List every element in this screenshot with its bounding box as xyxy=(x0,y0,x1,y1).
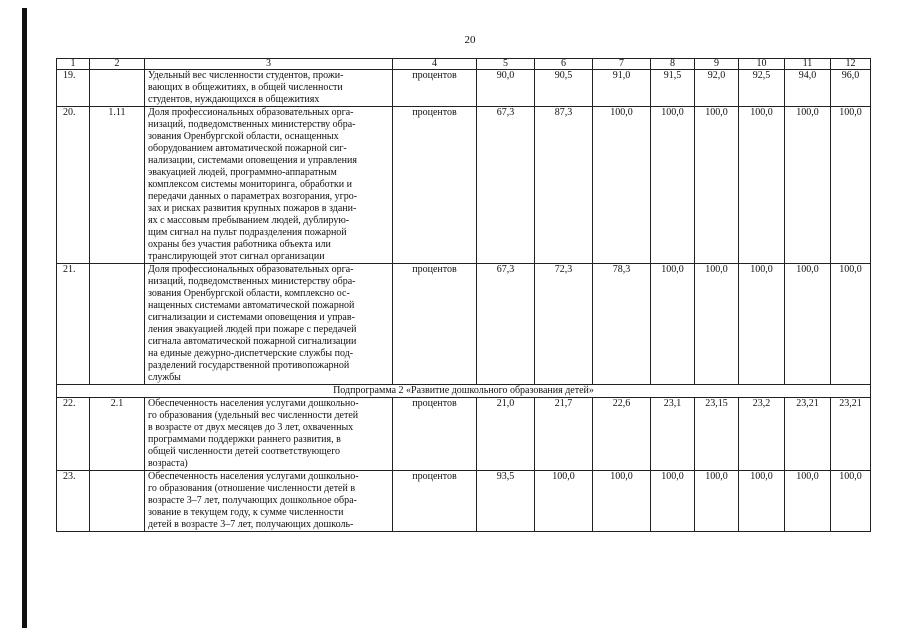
value-cell: 100,0 xyxy=(593,471,651,532)
value-cell: 100,0 xyxy=(695,471,739,532)
description-line: оборудованием автоматической пожарной сиг- xyxy=(148,143,347,154)
description-line: разделений государственной противопожарной xyxy=(148,360,350,371)
row-code xyxy=(90,264,145,385)
description-line: службы xyxy=(148,372,181,383)
description-line: транслирующей этот сигнал организации xyxy=(148,251,325,262)
description-line: зах и рисках развития крупных пожаров в здани- xyxy=(148,203,357,214)
description-line: низаций, подведомственных министерству обра- xyxy=(148,119,356,130)
value-cell: 92,0 xyxy=(695,70,739,107)
description-line: комплексом системы мониторинга, обработки и xyxy=(148,179,352,190)
description-line: го образования (удельный вес численности детей xyxy=(148,410,359,421)
column-header: 1 xyxy=(57,59,90,70)
value-cell: 100,0 xyxy=(593,107,651,264)
value-cell: 21,7 xyxy=(535,398,593,471)
row-code: 2.1 xyxy=(90,398,145,471)
indicators-table xyxy=(56,58,871,532)
description-line: передачи данных о параметрах возгорания, угро- xyxy=(148,191,358,202)
value-cell: 100,0 xyxy=(831,471,871,532)
page-edge-bar xyxy=(22,8,27,628)
value-cell: 91,5 xyxy=(651,70,695,107)
description-line: нащенных системами автоматической пожарной xyxy=(148,300,355,311)
header-row xyxy=(57,59,871,70)
description-line: Обеспеченность населения услугами дошкольно- xyxy=(148,471,359,482)
table-body xyxy=(57,70,871,532)
column-header: 5 xyxy=(477,59,535,70)
column-header: 4 xyxy=(393,59,477,70)
value-cell: 100,0 xyxy=(651,107,695,264)
value-cell: 100,0 xyxy=(739,264,785,385)
row-number: 19. xyxy=(57,70,90,107)
unit-cell: процентов xyxy=(393,471,477,532)
description-line: зование в текущем году, к сумме численности xyxy=(148,507,344,518)
indicator-description xyxy=(145,471,393,532)
description-line: го образования (отношение численности детей в xyxy=(148,483,356,494)
value-cell: 90,5 xyxy=(535,70,593,107)
description-line: охраны без участия работника объекта или xyxy=(148,239,331,250)
indicator-description xyxy=(145,398,393,471)
indicator-description xyxy=(145,70,393,107)
section-heading-row xyxy=(57,385,871,398)
description-line: щим сигнал на пульт подразделения пожарной xyxy=(148,227,347,238)
description-line: вающих в общежитиях, в общей численности xyxy=(148,82,343,93)
value-cell: 90,0 xyxy=(477,70,535,107)
value-cell: 100,0 xyxy=(831,107,871,264)
table-row xyxy=(57,107,871,264)
column-header: 12 xyxy=(831,59,871,70)
value-cell: 100,0 xyxy=(535,471,593,532)
section-title: Подпрограмма 2 «Развитие дошкольного образования детей» xyxy=(57,385,871,398)
column-header: 3 xyxy=(145,59,393,70)
column-header: 8 xyxy=(651,59,695,70)
row-code: 1.11 xyxy=(90,107,145,264)
description-line: эвакуацией людей, программно-аппаратным xyxy=(148,167,337,178)
column-header: 7 xyxy=(593,59,651,70)
value-cell: 96,0 xyxy=(831,70,871,107)
table-row xyxy=(57,471,871,532)
column-header: 6 xyxy=(535,59,593,70)
value-cell: 100,0 xyxy=(651,264,695,385)
description-line: Доля профессиональных образовательных орга- xyxy=(148,264,354,275)
indicator-description xyxy=(145,107,393,264)
value-cell: 72,3 xyxy=(535,264,593,385)
description-line: студентов, нуждающихся в общежитиях xyxy=(148,94,320,105)
value-cell: 22,6 xyxy=(593,398,651,471)
value-cell: 100,0 xyxy=(831,264,871,385)
value-cell: 100,0 xyxy=(785,264,831,385)
value-cell: 93,5 xyxy=(477,471,535,532)
value-cell: 67,3 xyxy=(477,107,535,264)
indicator-description xyxy=(145,264,393,385)
unit-cell: процентов xyxy=(393,107,477,264)
description-line: низаций, подведомственных министерству обра- xyxy=(148,276,356,287)
row-number: 20. xyxy=(57,107,90,264)
description-line: сигнализации и системами оповещения и управ- xyxy=(148,312,355,323)
value-cell: 23,21 xyxy=(831,398,871,471)
description-line: нализации, системами оповещения и управления xyxy=(148,155,357,166)
value-cell: 67,3 xyxy=(477,264,535,385)
table-row xyxy=(57,398,871,471)
row-number: 21. xyxy=(57,264,90,385)
value-cell: 91,0 xyxy=(593,70,651,107)
row-code xyxy=(90,70,145,107)
unit-cell: процентов xyxy=(393,264,477,385)
value-cell: 23,21 xyxy=(785,398,831,471)
value-cell: 100,0 xyxy=(651,471,695,532)
unit-cell: процентов xyxy=(393,398,477,471)
column-header: 10 xyxy=(739,59,785,70)
unit-cell: процентов xyxy=(393,70,477,107)
value-cell: 92,5 xyxy=(739,70,785,107)
description-line: детей в возрасте 3–7 лет, получающих дошколь- xyxy=(148,519,354,530)
value-cell: 100,0 xyxy=(739,471,785,532)
description-line: общей численности детей соответствующего xyxy=(148,446,341,457)
column-header: 2 xyxy=(90,59,145,70)
description-line: зования Оренбургской области, комплексно ос- xyxy=(148,288,350,299)
value-cell: 100,0 xyxy=(695,107,739,264)
column-header: 11 xyxy=(785,59,831,70)
value-cell: 78,3 xyxy=(593,264,651,385)
row-code xyxy=(90,471,145,532)
value-cell: 23,2 xyxy=(739,398,785,471)
description-line: программами поддержки раннего развития, в xyxy=(148,434,341,445)
description-line: Удельный вес численности студентов, прожи- xyxy=(148,70,344,81)
description-line: возраста) xyxy=(148,458,188,469)
description-line: ях с массовым пребыванием людей, дублирую- xyxy=(148,215,350,226)
value-cell: 100,0 xyxy=(785,107,831,264)
table-row xyxy=(57,70,871,107)
value-cell: 100,0 xyxy=(739,107,785,264)
description-line: в возрасте от двух месяцев до 3 лет, охваченных xyxy=(148,422,354,433)
description-line: на единые дежурно-диспетчерские службы под- xyxy=(148,348,354,359)
table-row xyxy=(57,264,871,385)
description-line: зования Оренбургской области, оснащенных xyxy=(148,131,339,142)
value-cell: 21,0 xyxy=(477,398,535,471)
value-cell: 23,15 xyxy=(695,398,739,471)
description-line: возрасте 3–7 лет, получающих дошкольное обра- xyxy=(148,495,357,506)
value-cell: 100,0 xyxy=(785,471,831,532)
value-cell: 23,1 xyxy=(651,398,695,471)
description-line: Доля профессиональных образовательных орга- xyxy=(148,107,354,118)
row-number: 23. xyxy=(57,471,90,532)
column-header: 9 xyxy=(695,59,739,70)
description-line: сигнала автоматической пожарной сигнализации xyxy=(148,336,357,347)
description-line: Обеспеченность населения услугами дошкольно- xyxy=(148,398,359,409)
value-cell: 100,0 xyxy=(695,264,739,385)
row-number: 22. xyxy=(57,398,90,471)
value-cell: 87,3 xyxy=(535,107,593,264)
value-cell: 94,0 xyxy=(785,70,831,107)
page-number: 20 xyxy=(464,34,476,46)
description-line: ления эвакуацией людей при пожаре с передачей xyxy=(148,324,357,335)
